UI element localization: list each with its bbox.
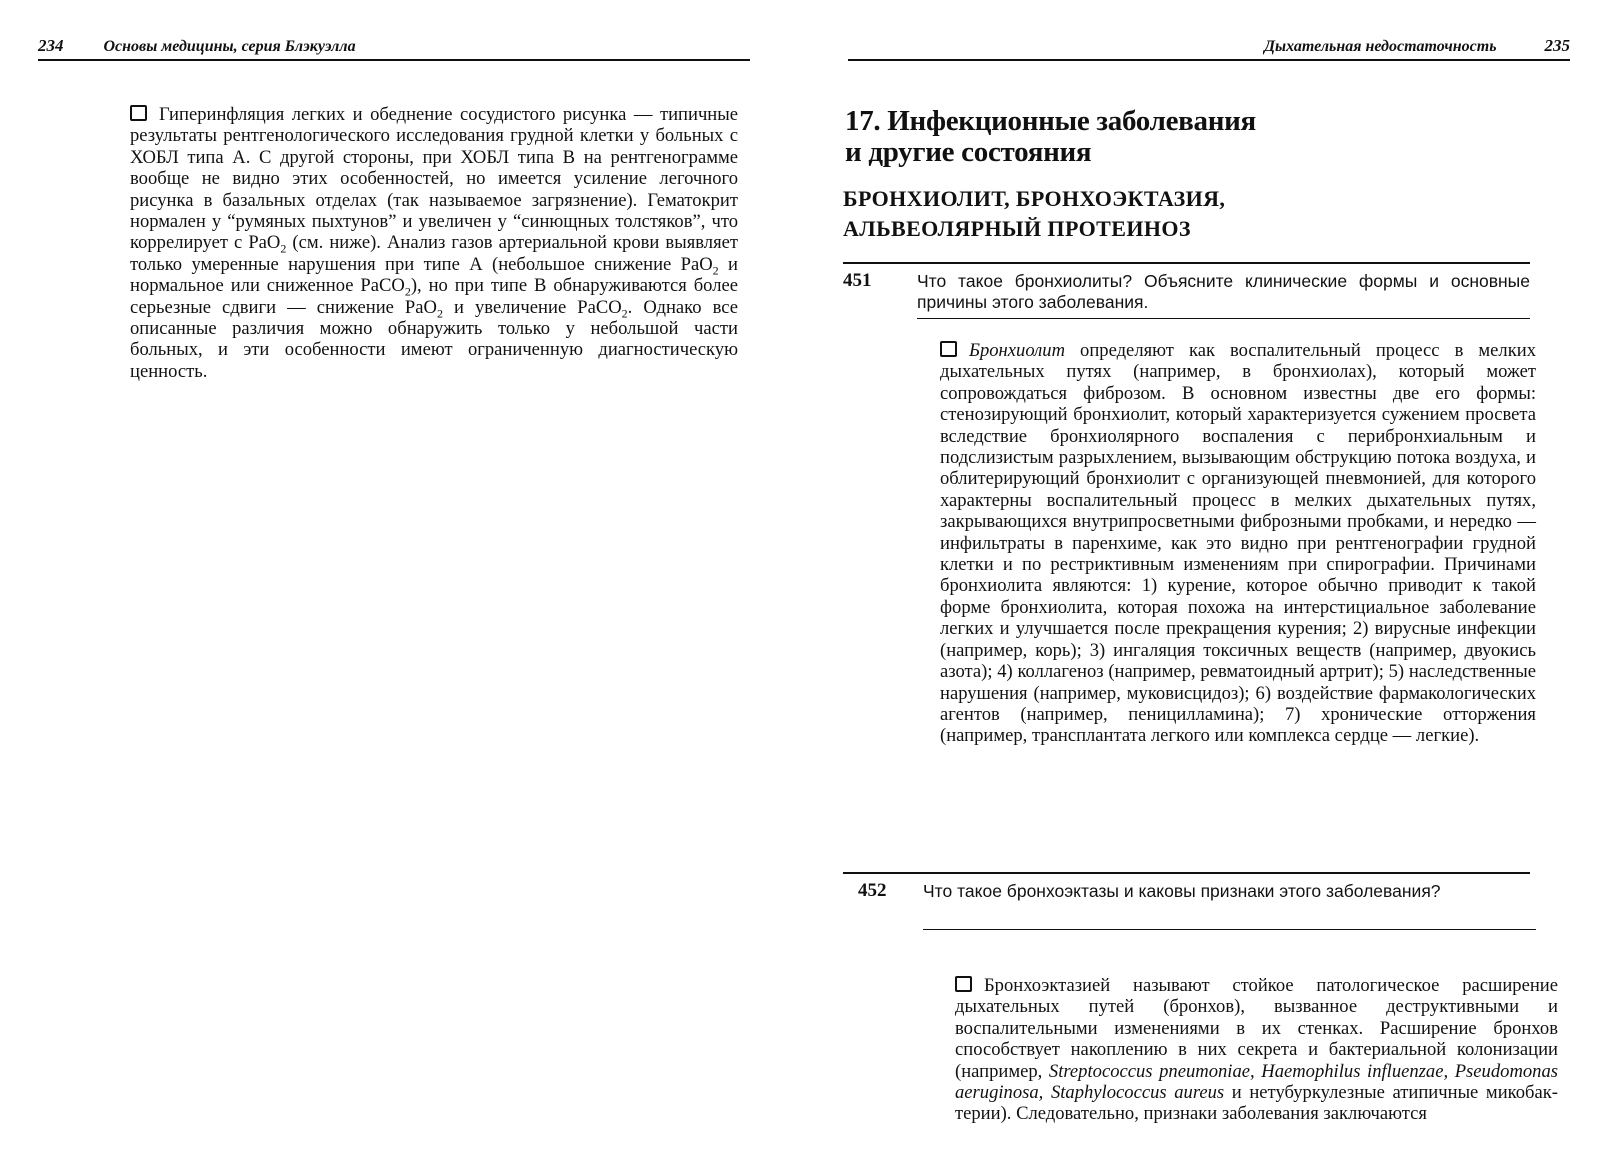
- answer-text: и нетубуркулезные атипичные микобактерии). Следовательно, признаки заболевания заключаются: [955, 1082, 1558, 1125]
- question-divider: [843, 262, 1530, 264]
- question-number: 452: [858, 880, 887, 901]
- left-text-part: ), но при типе В обнаруживаются более серьезные сдвиги — снижение PaO: [130, 275, 738, 318]
- right-running-head: [848, 32, 1570, 61]
- answer-italic-species: Streptococcus pneumoniae, Haemophilus influenzae, Pseudomonas aeruginosa, Staphylococcus aureus: [955, 1060, 1558, 1104]
- chapter-title-line: 17. Инфекционные заболевания: [845, 105, 1256, 137]
- left-text-part: (см. ниже). Анализ газов артериальной крови выявляет только умеренные нарушения при типе А (небольшое снижение PaO: [130, 232, 738, 275]
- question-divider: [843, 872, 1530, 874]
- left-text-part: Гиперинфляция легких и обеднение сосудистого рисунка — типичные результаты рентгенологического исследования грудной клетки у больных с ХОБЛ типа А. С другой стороны, при ХОБЛ типа В на рентгенограмме вообще не видно этих особенностей, но имеется усиление легочного рисунка в базальных отделах (так называемое загрязнение). Гематокрит нормален у “румяных пыхтунов” и увеличен у “синющных толстяков”, что коррелирует с PaO: [130, 104, 738, 254]
- answer-451: [940, 340, 1536, 747]
- section-title: [843, 184, 1403, 244]
- left-running-head: [38, 32, 750, 61]
- question-underline: [923, 929, 1536, 930]
- question-underline: [917, 318, 1530, 319]
- subscript: 2: [621, 306, 628, 321]
- answer-452: [955, 975, 1558, 1125]
- chapter-title: [845, 106, 1405, 168]
- checkbox-square-icon: [955, 976, 972, 992]
- subscript: 2: [280, 242, 287, 257]
- section-title-line: БРОНХИОЛИТ, БРОНХОЭКТАЗИЯ,: [843, 186, 1226, 211]
- subscript: 2: [436, 306, 443, 321]
- checkbox-square-icon: [940, 341, 957, 357]
- checkbox-square-icon: [130, 105, 147, 121]
- left-running-title: Основы медицины, серия Блэкуэлла: [103, 38, 356, 55]
- left-page-number: 234: [38, 36, 64, 55]
- subscript: 2: [712, 263, 719, 278]
- chapter-title-line: и другие состояния: [845, 136, 1092, 168]
- section-title-line: АЛЬВЕОЛЯРНЫЙ ПРОТЕИНОЗ: [843, 216, 1191, 241]
- answer-text: определяют как воспалительный процесс в мелких дыхательных путях (например, в бронхиолах), который может сопровождаться фиброзом. В основном известны две его формы: стенозирующий бронхиолит, который характеризуется сужением просвета вследствие бронхиолярного воспаления с перибронхиальным и подслизистым разрыхлением, вызывающим обструкцию потока воздуха, и облитерирующий бронхиолит с организующей пневмонией, для которого характерны воспалительный процесс в мелких дыхательных путях, закрывающихся внутрипросветными фиброзными пробками, и нередко — инфильтраты в паренхиме, как это видно при рентгенографии грудной клетки и по рестриктивным изменениям при спирографии. Причинами бронхиолита являются: 1) курение, которое обычно приводит к такой форме бронхиолита, которая похожа на интерстициальное заболевание легких и улучшается после прекращения курения; 2) вирусные инфекции (например, корь); 3) ингаляция токсичных веществ (например, двуокись азота); 4) коллагеноз (например, ревматоидный артрит); 5) наследственные нарушения (например, муковисцидоз); 6) воздействие фармакологических агентов (например, пеницилламина); 7) хронические отторжения (например, трансплантата легкого или комплекса сердце — легкие).: [940, 340, 1536, 747]
- left-text-part: . Однако все описанные различия можно обнаружить только у небольшой части больных, и эти особенности имеют ограниченную диагностическую ценность.: [130, 296, 739, 382]
- answer-italic-lead: Бронхиолит: [969, 340, 1066, 361]
- subscript: 2: [404, 284, 411, 299]
- right-running-title: Дыхательная недостаточность: [1264, 38, 1497, 55]
- left-text-part: и увеличение PaCO: [442, 296, 622, 318]
- question-text: Что такое бронхоэктазы и каковы признаки этого заболевания?: [923, 881, 1441, 901]
- left-text-part: и нормальное или сниженное PaCO: [130, 253, 738, 297]
- question-text: Что такое бронхиолиты? Объясните клинические формы и основные причины этого заболевания.: [917, 271, 1530, 312]
- question-number: 451: [843, 270, 872, 291]
- right-page-number: 235: [1544, 36, 1570, 55]
- left-paragraph: [130, 104, 738, 382]
- answer-text: Бронхоэктазией называют стойкое патологическое расширение дыхательных путей (бронхов), вызванное деструктивными и воспалительными изменениями в их стенках. Расширение бронхов способствует накоплению в них секрета и бактериальной колонизации (например,: [955, 975, 1558, 1082]
